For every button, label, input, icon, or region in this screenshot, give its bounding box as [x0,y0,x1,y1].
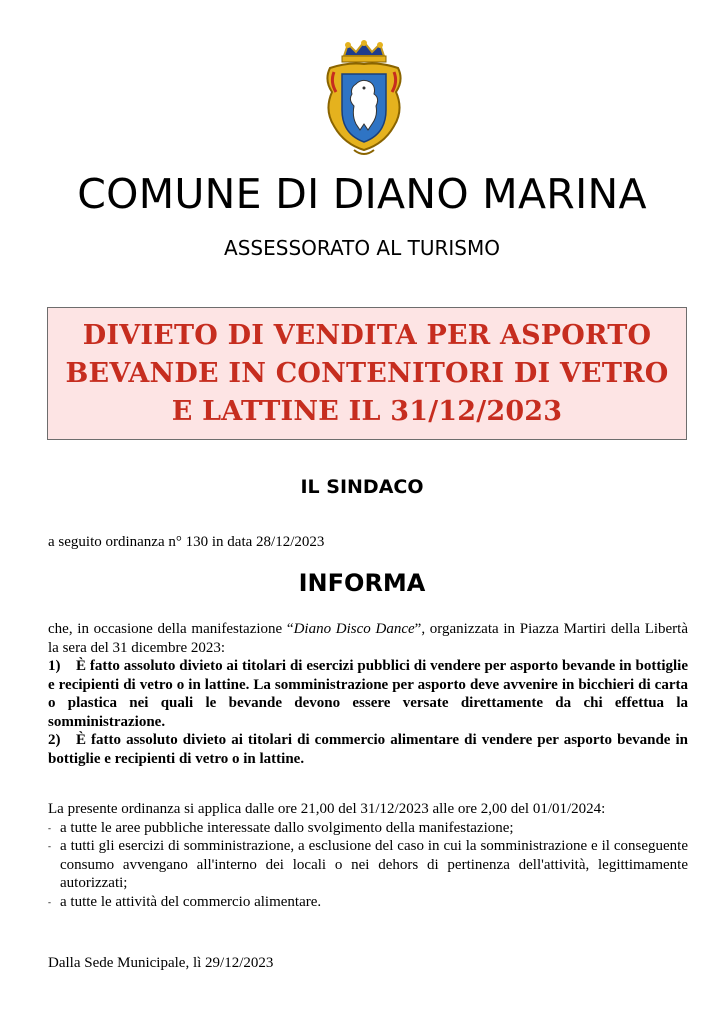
bullet-text: a tutte le attività del commercio alimentare. [60,893,322,910]
comune-title: COMUNE DI DIANO MARINA [77,170,647,218]
item-number: 1) [48,658,61,674]
sindaco-heading: IL SINDACO [300,476,424,498]
bullet-text: a tutte le aree pubbliche interessate dallo svolgimento della manifestazione; [60,819,514,836]
notice-title-line1: DIVIETO DI VENDITA PER ASPORTO [82,319,652,351]
bullet-list [48,819,688,912]
list-item [48,731,688,768]
item-number: 2) [48,732,61,748]
list-item [48,657,688,731]
applicazione-section [48,800,688,911]
notice-title [66,317,669,431]
list-item [48,819,688,838]
event-name: Diano Disco Dance [293,621,415,637]
notice-box [47,307,687,440]
intro-before: che, in occasione della manifestazione “ [48,621,294,637]
coat-of-arms-icon [320,40,408,160]
intro-after: ”, organizzata in Piazza Martiri della Libertà la sera del 31 dicembre 2023: [48,621,689,656]
list-item [48,893,688,912]
ordinanza-reference: a seguito ordinanza n° 130 in data 28/12/2023 [48,534,325,550]
bullet-text: a tutti gli esercizi di somministrazione, a esclusione del caso in cui la somministrazione e il conseguente consumo avvengano all'interno dei locali o nei dehors di pertinenza dell'attività, legittimamente autorizzati; [60,838,688,891]
intro-paragraph [48,620,688,657]
list-item [48,837,688,893]
dash-marker: - [48,822,51,833]
item-text: È fatto assoluto divieto ai titolari di commercio alimentare di vendere per asporto bevande in bottiglie e recipienti di vetro o in lattine. [48,732,688,767]
informa-heading: INFORMA [298,569,426,597]
notice-title-line2: BEVANDE IN CONTENITORI DI VETRO [65,357,669,389]
dash-marker: - [48,896,51,907]
applicazione-paragraph: La presente ordinanza si applica dalle ore 21,00 del 31/12/2023 alle ore 2,00 del 01/01/2024: [48,801,606,817]
item-text: È fatto assoluto divieto ai titolari di esercizi pubblici di vendere per asporto bevande in bottiglie e recipienti di vetro o in lattine. La somministrazione per asporto deve avvenire in bicchieri di carta o plastica nei quali le bevande devono essere versate direttamente da chi effettua la somministrazione. [48,658,688,730]
date-place: Dalla Sede Municipale, lì 29/12/2023 [48,955,274,971]
notice-title-line3: E LATTINE IL 31/12/2023 [171,395,563,427]
dash-marker: - [48,841,51,851]
assessorato-subtitle: ASSESSORATO AL TURISMO [224,236,500,260]
main-text [48,620,688,768]
